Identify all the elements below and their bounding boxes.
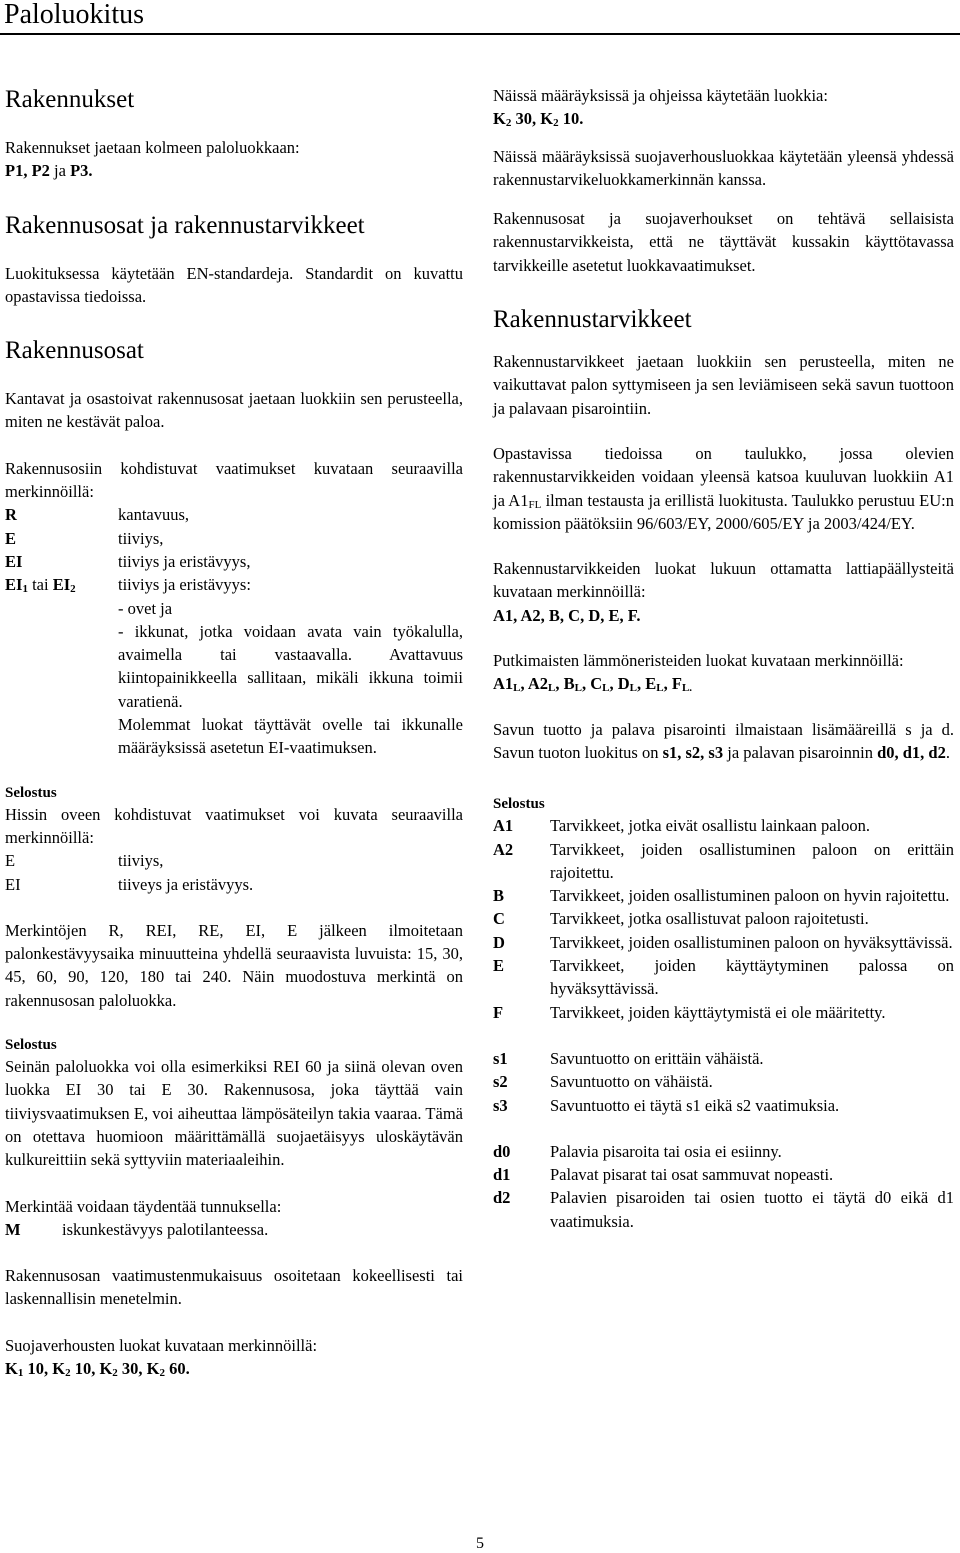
putki-paragraph: Putkimaisten lämmöneristeiden luokat kuvataan merkinnöillä: (493, 651, 904, 671)
page-title: Paloluokitus (4, 0, 145, 30)
class-term: B (493, 886, 505, 906)
class-desc: Tarvikkeet, jotka osallistuvat paloon rajoitetusti. (550, 909, 869, 929)
hissi-definitions (5, 849, 463, 896)
luokat-intro: Näissä määräyksissä ja ohjeissa käytetään luokkia: (493, 86, 828, 105)
smoke-desc: Savuntuotto on vähäistä. (550, 1072, 713, 1092)
class-term: A2 (493, 839, 514, 859)
def-term: R (5, 505, 17, 525)
tarvikkeet-paragraph: Rakennustarvikkeet jaetaan luokkiin sen perusteella, miten ne vaikuttavat palon syttymiseen ja sen leviämiseen sekä savun tuottoon ja palavaan pisarointiin. (493, 352, 954, 418)
k-classes-left: $K_1$ 10, $K_2$ 10, $K_2$ 30, $K_2$ 60. (5, 1358, 190, 1379)
smoke-term: s1 (493, 1048, 508, 1068)
smoke-descriptions (493, 1047, 954, 1117)
classes-list: A1, A2, B, C, D, E, F. (493, 605, 641, 625)
opastavissa-paragraph: Opastavissa tiedoissa on taulukko, jossa olevien rakennustarvikkeiden voidaan yleensä katsoa kuuluvan luokkiin A1 ja $A1_{FL}$ ilman testausta ja erillistä luokitusta. Taulukko perustuu EU:n komission päätöksiin 96/603/EY, 2000/605/EY ja 2003/424/EY. (493, 443, 954, 533)
right-column (493, 84, 954, 1233)
def-term-ei12: $EI_1$ tai $EI_2$ (5, 575, 76, 596)
rakennukset-intro: Rakennukset jaetaan kolmeen paloluokkaan: (5, 138, 300, 157)
savu-paragraph: Savun tuotto ja palava pisarointi ilmaistaan lisämääreillä s ja d. Savun tuoton luokitus on s1, s2, s3 ja palavan pisaroinnin d0, d1, d2. (493, 719, 954, 762)
droplet-desc: Palavien pisaroiden tai osien tuotto ei täytä d0 eikä d1 vaatimuksia. (550, 1188, 954, 1231)
def-desc: kantavuus, (118, 505, 190, 525)
def-desc: tiiveys ja eristävyys. (118, 874, 254, 894)
heading-rakennukset: Rakennukset (5, 86, 135, 113)
selostus-hissi-text: Hissin oveen kohdistuvat vaatimukset voi kuvata seuraavilla merkinnöillä: (5, 804, 463, 847)
classes-l-list: $A1_L$, $A2_L$, $B_L$, $C_L$, $D_L$, $E_L$, $F_{L.}$ (493, 674, 693, 695)
merkinnat-paragraph: Merkintöjen R, REI, RE, EI, E jälkeen ilmoitetaan palonkestävyysaika minuutteina yhdellä seuraavista luvuista: 15, 30, 45, 60, 90, 120, 180 tai 240. Näin muodostuva merkintä on rakennusosan paloluokka. (5, 920, 463, 1010)
class-desc: Tarvikkeet, joiden käyttäytymistä ei ole määritetty. (550, 1002, 886, 1022)
def-term: EI (5, 551, 23, 571)
heading-rakennustarvikkeet: Rakennustarvikkeet (493, 306, 692, 334)
class-desc: Tarvikkeet, jotka eivät osallistu lainkaan paloon. (550, 816, 871, 836)
page-number: 5 (476, 1535, 484, 1552)
class-desc: Tarvikkeet, joiden osallistuminen paloon on erittäin rajoitettu. (550, 839, 954, 882)
heading-rakennusosat: Rakennusosat (5, 337, 144, 365)
class-p1-p2: P1, P2 (5, 161, 50, 181)
class-term: F (493, 1002, 504, 1022)
ja-word: ja (49, 161, 71, 181)
def-term: EI (5, 874, 21, 894)
class-term: D (493, 932, 505, 952)
suojaverhousluokka-paragraph: Näissä määräyksissä suojaverhousluokkaa käytetään yleensä yhdessä rakennustarvikeluokkamerkinnän kanssa. (493, 146, 954, 189)
def-desc: tiiviys, (118, 851, 164, 871)
def-term: E (5, 528, 17, 548)
vaatimukset-paragraph: Rakennusosiin kohdistuvat vaatimukset kuvataan seuraavilla merkinnöillä: (5, 458, 463, 502)
luokitus-paragraph: Luokituksessa käytetään EN-standardeja. Standardit on kuvattu opastavissa tiedoissa. (5, 263, 463, 306)
definitions-list (5, 503, 463, 759)
class-term: C (493, 909, 505, 929)
class-term: A1 (493, 816, 514, 836)
class-p3: P3. (70, 161, 93, 181)
droplet-desc: Palavia pisaroita tai osia ei esiinny. (550, 1141, 782, 1161)
tehtava-paragraph: Rakennusosat ja suojaverhoukset on tehtävä sellaisista rakennustarvikkeista, että ne täyttävät kussakin käyttötavassa tarvikkeille asetetut luokkavaatimukset. (493, 209, 954, 275)
kantavat-paragraph: Kantavat ja osastoivat rakennusosat jaetaan luokkiin sen perusteella, miten ne kestävät paloa. (5, 389, 463, 432)
luokat-paragraph: Rakennustarvikkeiden luokat lukuun ottamatta lattiapäällysteitä kuvataan merkinnöillä: (493, 559, 954, 602)
rakennukset-text (5, 136, 463, 183)
class-desc: Tarvikkeet, joiden osallistuminen paloon on hyväksyttävissä. (550, 932, 953, 952)
droplet-term: d2 (493, 1188, 511, 1208)
smoke-desc: Savuntuotto on erittäin vähäistä. (550, 1048, 764, 1068)
selostus-label: Selostus (5, 784, 57, 801)
droplet-descriptions (493, 1140, 954, 1233)
def-term: M (5, 1219, 21, 1239)
def-desc: iskunkestävyys palotilanteessa. (62, 1219, 269, 1239)
def-desc: tiiviys, (118, 528, 164, 548)
def-term: E (5, 851, 16, 871)
droplet-term: d1 (493, 1165, 511, 1185)
smoke-term: s2 (493, 1072, 508, 1092)
smoke-desc: Savuntuotto ei täytä s1 eikä s2 vaatimuksia. (550, 1095, 840, 1115)
selostus-seina-text: Seinän paloluokka voi olla esimerkiksi REI 60 ja siinä olevan oven luokka EI 30 tai E 30. Rakennusosa, joka täyttää vain tiiviysvaatimuksen E, voi aiheuttaa lämpösäteilyn takia vaaraa. Tämä on otettava huomioon määrittämällä suojaetäisyys uloskäytävän kulkureittiin sekä syttyviin materiaaleihin. (5, 1057, 463, 1170)
droplet-desc: Palavat pisarat tai osat sammuvat nopeasti. (550, 1165, 834, 1185)
suojaverhous-paragraph: Suojaverhousten luokat kuvataan merkinnöillä: (5, 1335, 318, 1355)
class-term: E (493, 956, 505, 976)
class-desc: Tarvikkeet, joiden käyttäytyminen palossa on hyväksyttävissä. (550, 956, 954, 999)
heading-osat-tarvikkeet: Rakennusosat ja rakennustarvikkeet (5, 211, 365, 239)
droplet-term: d0 (493, 1141, 511, 1161)
class-desc: Tarvikkeet, joiden osallistuminen paloon on hyvin rajoitettu. (550, 886, 950, 906)
class-descriptions (493, 814, 954, 1024)
left-column (5, 84, 463, 1380)
def-desc-ei12: tiiviys ja eristävyys: - ovet ja - ikkunat, jotka voidaan avata vain työkalulla, avaimella tai vastaavalla. Avattavuus kiintopainikkeella sallitaan, mikäli ikkuna toimii varatienä. Molemmat luokat täyttävät ovelle tai ikkunalle määräyksissä asetetun EI-vaatimuksen. (118, 575, 463, 758)
def-desc: tiiviys ja eristävyys, (118, 551, 251, 571)
tunnus-paragraph: Merkintää voidaan täydentää tunnuksella: (5, 1196, 282, 1216)
selostus-label: Selostus (5, 1037, 57, 1054)
vaatimustenmukaisuus-paragraph: Rakennusosan vaatimustenmukaisuus osoitetaan kokeellisesti tai laskennallisin menetelmin. (5, 1266, 463, 1309)
m-definition (5, 1218, 463, 1241)
selostus-label: Selostus (493, 796, 545, 813)
title-rule (0, 33, 960, 35)
smoke-term: s3 (493, 1095, 508, 1115)
k-classes-right: $K_2$ 30, $K_2$ 10. (493, 109, 584, 130)
